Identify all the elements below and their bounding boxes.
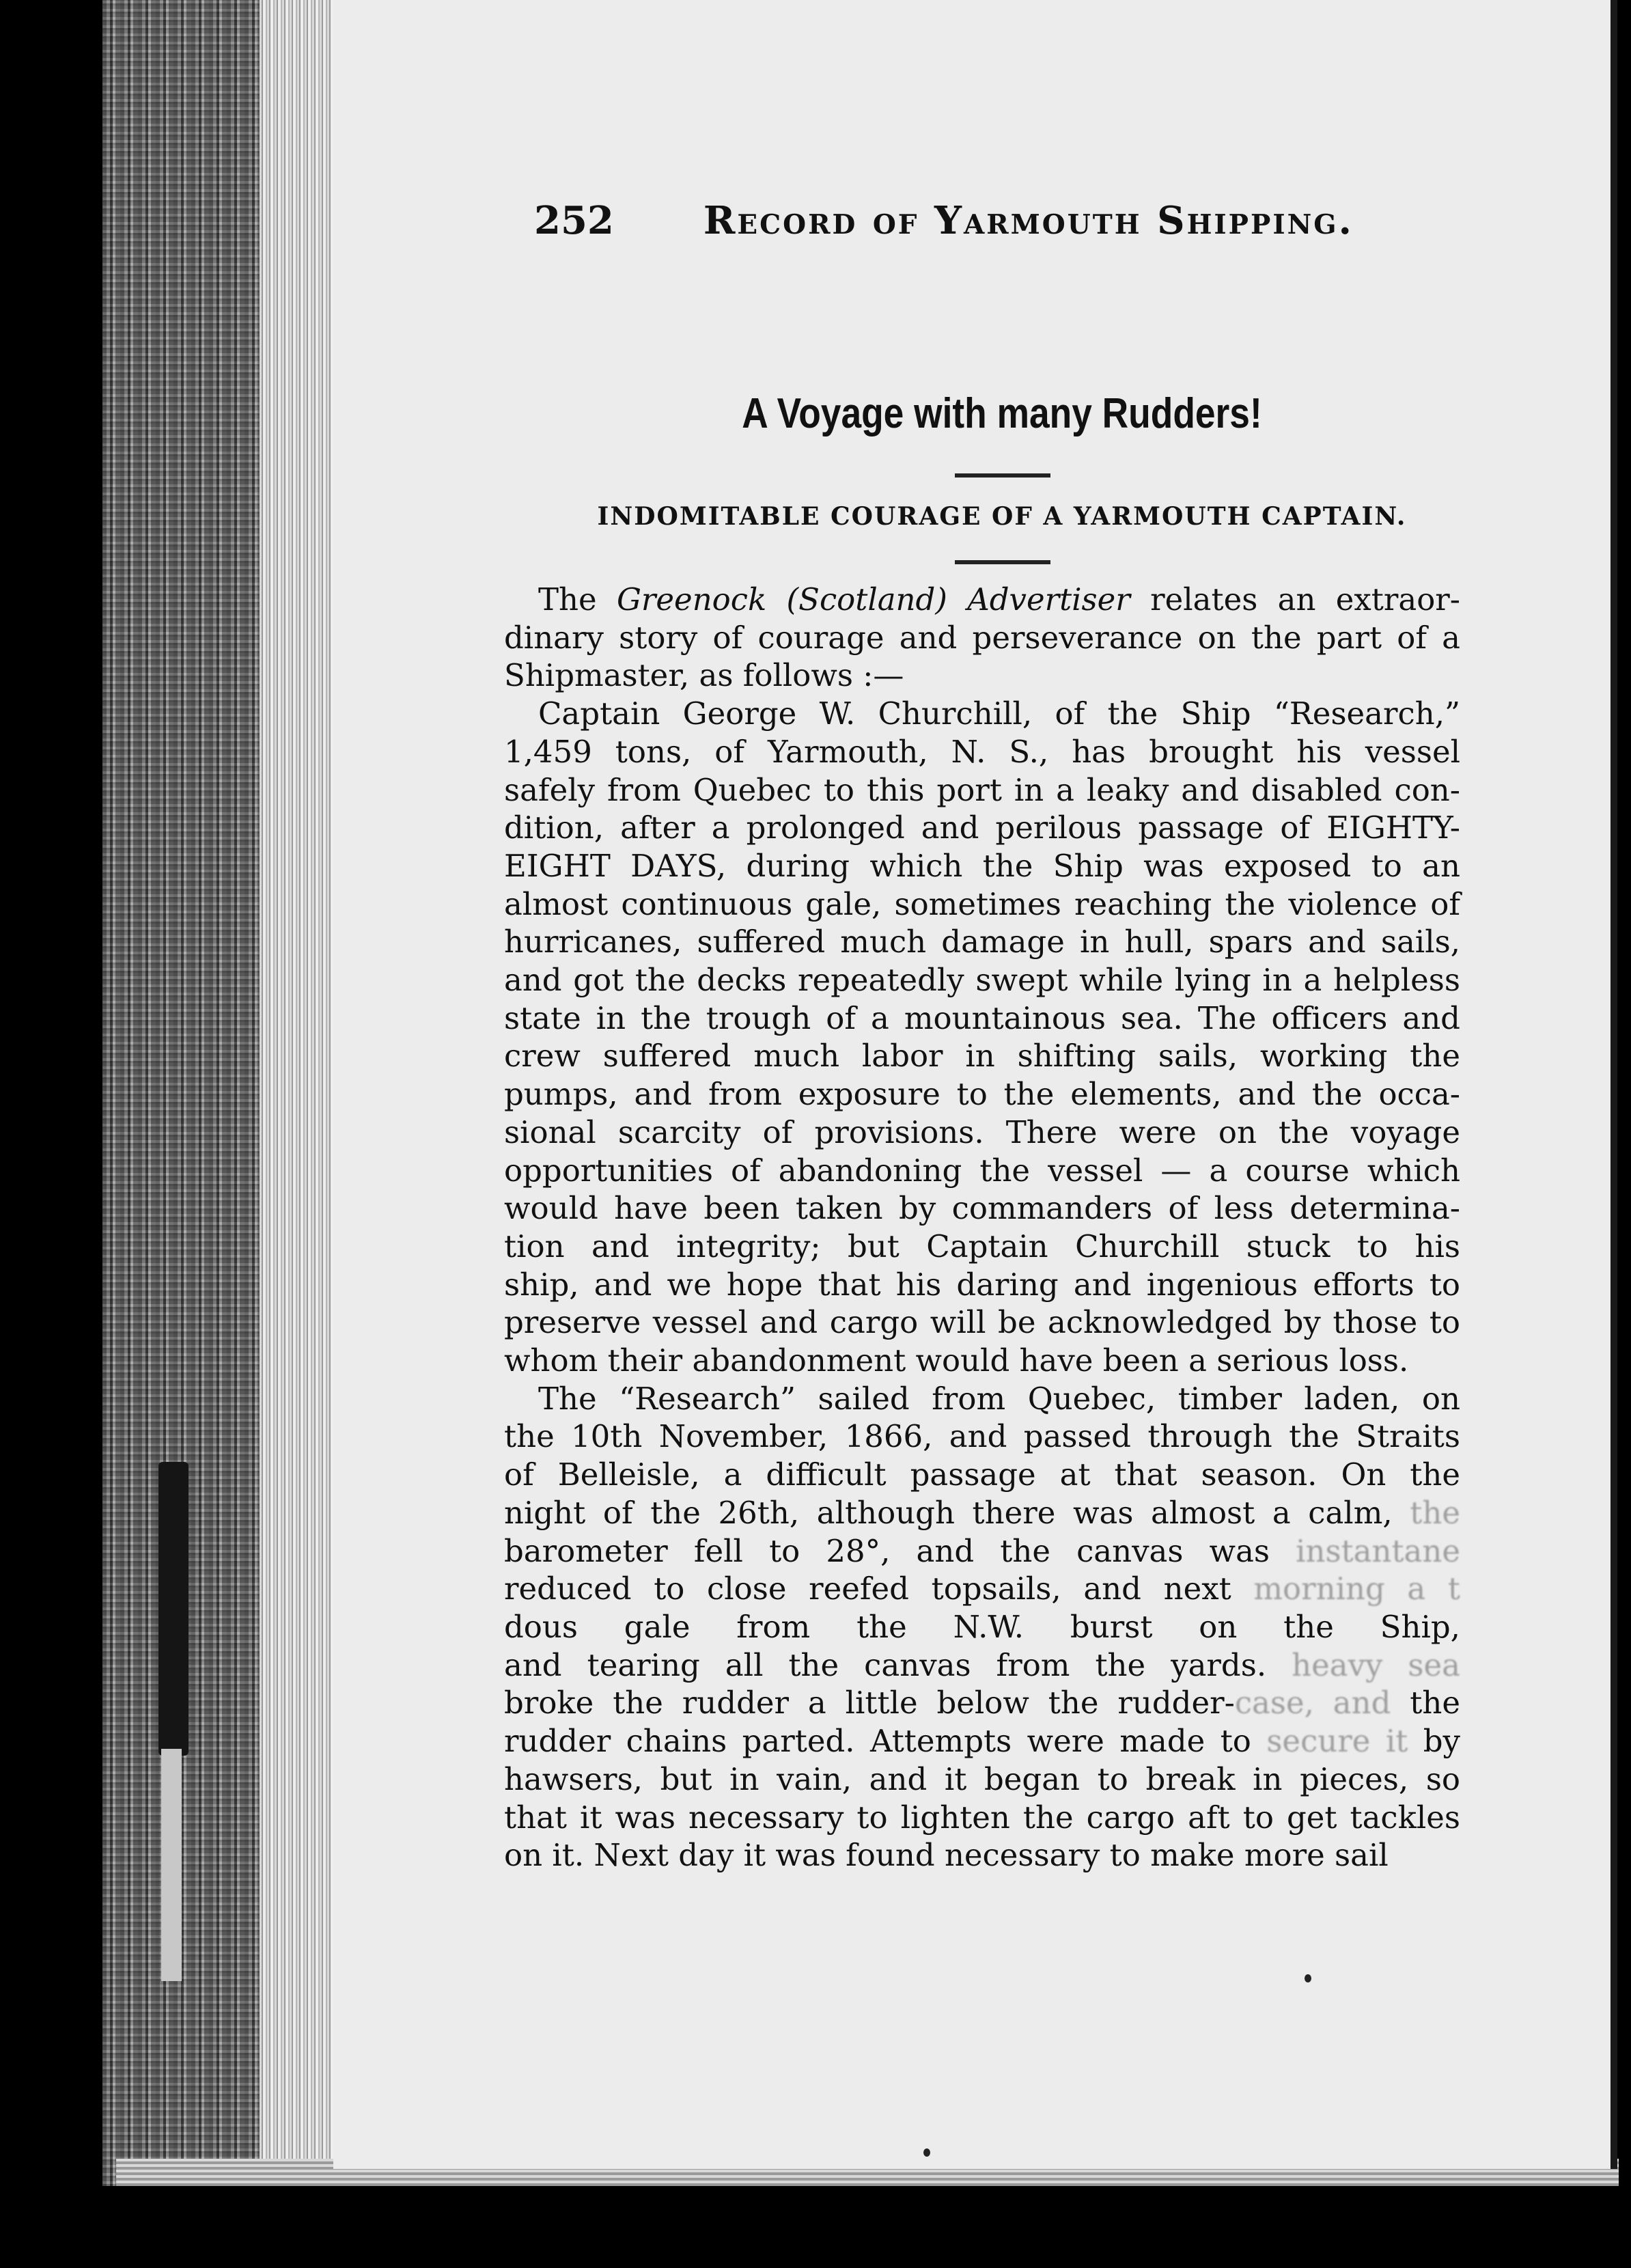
text-line: preserve vessel and cargo will be acknowledged by those to <box>504 1304 1460 1341</box>
text-line: EIGHT DAYS, during which the Ship was exposed to an <box>504 847 1460 884</box>
subheadline-rule <box>955 560 1050 564</box>
text-line: on it. Next day it was found necessary to make more sail <box>504 1837 1389 1874</box>
text-line: safely from Quebec to this port in a leaky and disabled con- <box>504 771 1460 808</box>
ink-speck <box>923 2148 930 2157</box>
text-line: and got the decks repeatedly swept while lying in a helpless <box>504 962 1460 999</box>
text-line: of Belleisle, a difficult passage at that season. On the <box>504 1456 1460 1493</box>
article-subheadline: INDOMITABLE COURAGE OF A YARMOUTH CAPTAIN. <box>597 502 1407 531</box>
text-line: hurricanes, suffered much damage in hull, spars and sails, <box>504 924 1460 960</box>
page-stack-edge <box>260 0 335 2186</box>
text-line: almost continuous gale, sometimes reaching the violence of <box>504 885 1460 922</box>
running-head <box>534 198 1422 243</box>
headline-rule <box>955 473 1050 478</box>
text-line: night of the 26th, although there was almost a calm, the <box>504 1494 1460 1531</box>
text-line: Captain George W. Churchill, of the Ship “Research,” <box>538 695 1460 732</box>
text-line: Shipmaster, as follows :— <box>504 657 904 694</box>
text-line: dition, after a prolonged and perilous passage of EIGHTY- <box>504 810 1460 846</box>
text-line: rudder chains parted. Attempts were made to secure it by <box>504 1723 1460 1760</box>
text-line: dous gale from the N.W. burst on the Ship, <box>504 1608 1460 1645</box>
article-headline: A Voyage with many Rudders! <box>742 390 1262 437</box>
text-line: the 10th November, 1866, and passed through the Straits <box>504 1418 1460 1455</box>
text-line: hawsers, but in vain, and it began to break in pieces, so <box>504 1760 1460 1797</box>
text-line: whom their abandonment would have been a serious loss. <box>504 1342 1409 1379</box>
binding-highlight <box>161 1749 182 1981</box>
text-line: pumps, and from exposure to the elements, and the occa- <box>504 1076 1460 1113</box>
text-line: dinary story of courage and perseverance on the part of a <box>504 619 1460 656</box>
text-line: 1,459 tons, of Yarmouth, N. S., has brought his vessel <box>504 733 1460 770</box>
text-line: would have been taken by commanders of less determina- <box>504 1190 1460 1227</box>
text-line: crew suffered much labor in shifting sails, working the <box>504 1038 1460 1075</box>
text-line: The Greenock (Scotland) Advertiser relates an extraor- <box>538 581 1461 618</box>
text-line: The “Research” sailed from Quebec, timber laden, on <box>538 1380 1460 1417</box>
text-line: barometer fell to 28°, and the canvas was instantane <box>504 1532 1460 1569</box>
page-number: 252 <box>534 198 614 243</box>
text-line: broke the rudder a little below the rudder-case, and the <box>504 1685 1460 1721</box>
text-line: state in the trough of a mountainous sea. The officers and <box>504 999 1460 1036</box>
publication-name: Greenock (Scotland) Advertiser <box>616 581 1130 618</box>
text-line: reduced to close reefed topsails, and next morning a t <box>504 1571 1460 1607</box>
ink-speck <box>1305 1974 1311 1982</box>
running-title: Record of Yarmouth Shipping. <box>703 198 1354 243</box>
text-line: ship, and we hope that his daring and ingenious efforts to <box>504 1266 1460 1303</box>
text-line: and tearing all the canvas from the yards. heavy sea <box>504 1646 1460 1683</box>
text-line: that it was necessary to lighten the cargo aft to get tackles <box>504 1799 1460 1836</box>
text-line: tion and integrity; but Captain Churchill stuck to his <box>504 1228 1460 1264</box>
article-body <box>504 581 1460 1875</box>
text-line: sional scarcity of provisions. There were on the voyage <box>504 1114 1460 1150</box>
text-line: opportunities of abandoning the vessel — a course which <box>504 1152 1460 1189</box>
binding-mark <box>158 1462 189 1756</box>
